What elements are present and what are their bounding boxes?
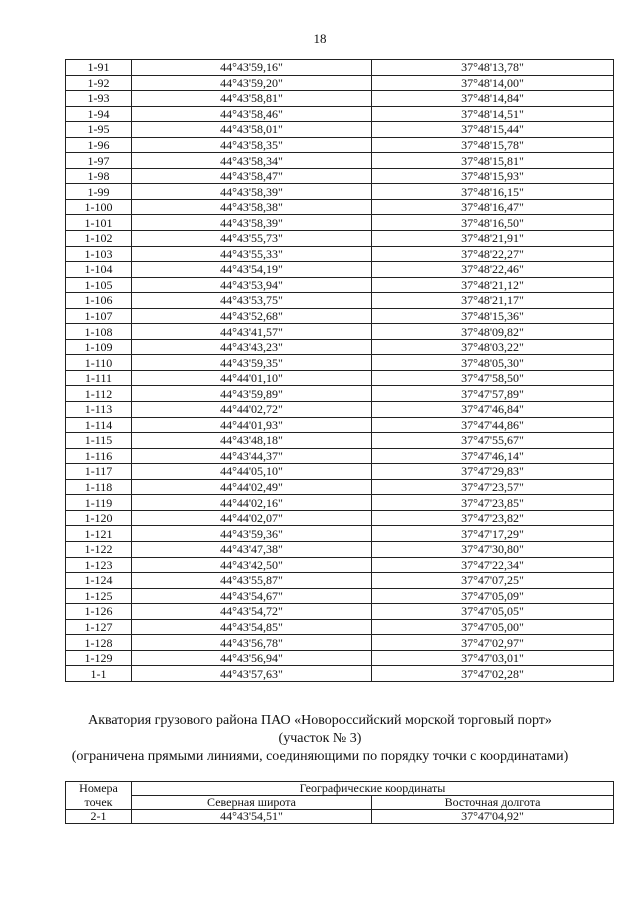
longitude-cell: 37°48'14,51" xyxy=(372,106,614,122)
longitude-cell: 37°48'14,00" xyxy=(372,75,614,91)
longitude-cell: 37°48'03,22" xyxy=(372,339,614,355)
latitude-cell: 44°43'58,39" xyxy=(132,184,372,200)
latitude-cell: 44°43'52,68" xyxy=(132,308,372,324)
longitude-cell: 37°47'55,67" xyxy=(372,433,614,449)
latitude-cell: 44°43'41,57" xyxy=(132,324,372,340)
table-row xyxy=(66,370,614,386)
longitude-cell: 37°47'04,92" xyxy=(372,810,614,824)
latitude-cell: 44°43'48,18" xyxy=(132,433,372,449)
point-number-cell: 1-116 xyxy=(66,448,132,464)
latitude-cell: 44°43'58,35" xyxy=(132,137,372,153)
longitude-cell: 37°48'09,82" xyxy=(372,324,614,340)
point-number-cell: 1-127 xyxy=(66,619,132,635)
latitude-cell: 44°44'05,10" xyxy=(132,464,372,480)
longitude-cell: 37°47'02,97" xyxy=(372,635,614,651)
coordinates-table xyxy=(65,59,614,682)
table-row xyxy=(66,402,614,418)
table-row xyxy=(66,619,614,635)
latitude-cell: 44°43'54,72" xyxy=(132,604,372,620)
point-number-cell: 1-92 xyxy=(66,75,132,91)
table-row xyxy=(66,262,614,278)
latitude-cell: 44°43'59,35" xyxy=(132,355,372,371)
table-row xyxy=(66,215,614,231)
point-number-cell: 1-108 xyxy=(66,324,132,340)
table-row xyxy=(66,277,614,293)
table-row xyxy=(66,199,614,215)
point-number-cell: 1-100 xyxy=(66,199,132,215)
point-number-cell: 1-107 xyxy=(66,308,132,324)
point-number-cell: 1-104 xyxy=(66,262,132,278)
longitude-cell: 37°48'05,30" xyxy=(372,355,614,371)
longitude-cell: 37°48'16,15" xyxy=(372,184,614,200)
point-number-cell: 1-117 xyxy=(66,464,132,480)
table-row xyxy=(66,60,614,76)
table-row xyxy=(66,386,614,402)
table-row xyxy=(66,106,614,122)
point-number-cell: 1-111 xyxy=(66,370,132,386)
table-row xyxy=(66,417,614,433)
table-row xyxy=(66,91,614,107)
longitude-cell: 37°48'15,78" xyxy=(372,137,614,153)
longitude-cell: 37°48'15,36" xyxy=(372,308,614,324)
table-row xyxy=(66,75,614,91)
table-row xyxy=(66,526,614,542)
latitude-cell: 44°44'02,72" xyxy=(132,402,372,418)
point-number-cell: 1-115 xyxy=(66,433,132,449)
latitude-cell: 44°43'55,87" xyxy=(132,573,372,589)
table-row xyxy=(66,810,614,824)
table-row xyxy=(66,324,614,340)
longitude-cell: 37°47'44,86" xyxy=(372,417,614,433)
point-number-cell: 1-125 xyxy=(66,588,132,604)
longitude-cell: 37°47'07,25" xyxy=(372,573,614,589)
latitude-cell: 44°43'58,01" xyxy=(132,122,372,138)
longitude-cell: 37°47'29,83" xyxy=(372,464,614,480)
longitude-cell: 37°48'15,93" xyxy=(372,168,614,184)
latitude-cell: 44°43'53,94" xyxy=(132,277,372,293)
longitude-cell: 37°47'23,57" xyxy=(372,479,614,495)
point-number-cell: 1-98 xyxy=(66,168,132,184)
header-geo-coordinates: Географические координаты xyxy=(132,782,614,796)
point-number-cell: 1-110 xyxy=(66,355,132,371)
table-row xyxy=(66,604,614,620)
latitude-cell: 44°43'58,38" xyxy=(132,199,372,215)
point-number-cell: 1-96 xyxy=(66,137,132,153)
point-number-cell: 1-93 xyxy=(66,91,132,107)
table-row xyxy=(66,122,614,138)
longitude-cell: 37°48'16,50" xyxy=(372,215,614,231)
page-number: 18 xyxy=(313,31,327,46)
header-point-numbers: Номера xyxy=(66,782,132,796)
longitude-cell: 37°47'03,01" xyxy=(372,650,614,666)
latitude-cell: 44°43'58,46" xyxy=(132,106,372,122)
point-number-cell: 1-1 xyxy=(66,666,132,682)
point-number-cell: 1-103 xyxy=(66,246,132,262)
point-number-cell: 1-118 xyxy=(66,479,132,495)
point-number-cell: 1-121 xyxy=(66,526,132,542)
latitude-cell: 44°43'54,85" xyxy=(132,619,372,635)
latitude-cell: 44°43'57,63" xyxy=(132,666,372,682)
point-number-cell: 1-128 xyxy=(66,635,132,651)
point-number-cell: 1-109 xyxy=(66,339,132,355)
longitude-cell: 37°48'21,12" xyxy=(372,277,614,293)
longitude-cell: 37°48'21,17" xyxy=(372,293,614,309)
point-number-cell: 1-122 xyxy=(66,541,132,557)
point-number-cell: 1-112 xyxy=(66,386,132,402)
point-number-cell: 1-124 xyxy=(66,573,132,589)
latitude-cell: 44°44'02,16" xyxy=(132,495,372,511)
latitude-cell: 44°44'01,10" xyxy=(132,370,372,386)
point-number-cell: 1-99 xyxy=(66,184,132,200)
latitude-cell: 44°44'01,93" xyxy=(132,417,372,433)
latitude-cell: 44°43'59,20" xyxy=(132,75,372,91)
longitude-cell: 37°48'22,27" xyxy=(372,246,614,262)
table-row xyxy=(66,510,614,526)
table-row xyxy=(66,464,614,480)
point-number-cell: 1-105 xyxy=(66,277,132,293)
table-row xyxy=(66,557,614,573)
longitude-cell: 37°47'46,14" xyxy=(372,448,614,464)
latitude-cell: 44°43'42,50" xyxy=(132,557,372,573)
header-longitude: Восточная долгота xyxy=(372,796,614,810)
longitude-cell: 37°48'15,44" xyxy=(372,122,614,138)
latitude-cell: 44°43'53,75" xyxy=(132,293,372,309)
latitude-cell: 44°43'56,78" xyxy=(132,635,372,651)
longitude-cell: 37°48'13,78" xyxy=(372,60,614,76)
latitude-cell: 44°43'59,36" xyxy=(132,526,372,542)
latitude-cell: 44°43'59,16" xyxy=(132,60,372,76)
latitude-cell: 44°44'02,07" xyxy=(132,510,372,526)
latitude-cell: 44°43'58,34" xyxy=(132,153,372,169)
latitude-cell: 44°43'54,51" xyxy=(132,810,372,824)
table-row xyxy=(66,573,614,589)
latitude-cell: 44°43'58,39" xyxy=(132,215,372,231)
point-number-cell: 1-119 xyxy=(66,495,132,511)
latitude-cell: 44°43'59,89" xyxy=(132,386,372,402)
section-subtitle: (участок № 3) xyxy=(278,731,362,746)
table-row xyxy=(66,246,614,262)
point-number-cell: 1-94 xyxy=(66,106,132,122)
latitude-cell: 44°43'58,47" xyxy=(132,168,372,184)
table-row xyxy=(66,339,614,355)
latitude-cell: 44°43'56,94" xyxy=(132,650,372,666)
latitude-cell: 44°43'43,23" xyxy=(132,339,372,355)
point-number-cell: 1-123 xyxy=(66,557,132,573)
point-number-cell: 1-102 xyxy=(66,231,132,247)
table-row xyxy=(66,168,614,184)
latitude-cell: 44°43'58,81" xyxy=(132,91,372,107)
table-row xyxy=(66,153,614,169)
longitude-cell: 37°47'46,84" xyxy=(372,402,614,418)
longitude-cell: 37°48'16,47" xyxy=(372,199,614,215)
table-row xyxy=(66,433,614,449)
latitude-cell: 44°44'02,49" xyxy=(132,479,372,495)
latitude-cell: 44°43'47,38" xyxy=(132,541,372,557)
longitude-cell: 37°48'22,46" xyxy=(372,262,614,278)
table-row xyxy=(66,479,614,495)
longitude-cell: 37°47'58,50" xyxy=(372,370,614,386)
table-row xyxy=(66,495,614,511)
table-row xyxy=(66,588,614,604)
coordinates-table-2 xyxy=(65,781,614,824)
latitude-cell: 44°43'44,37" xyxy=(132,448,372,464)
longitude-cell: 37°47'23,82" xyxy=(372,510,614,526)
longitude-cell: 37°47'05,00" xyxy=(372,619,614,635)
point-number-cell: 1-114 xyxy=(66,417,132,433)
point-number-cell: 1-106 xyxy=(66,293,132,309)
coordinates-table-body xyxy=(66,60,614,682)
longitude-cell: 37°48'21,91" xyxy=(372,231,614,247)
table-row xyxy=(66,184,614,200)
longitude-cell: 37°47'17,29" xyxy=(372,526,614,542)
table-row xyxy=(66,231,614,247)
header-point-numbers-cont: точек xyxy=(66,796,132,810)
latitude-cell: 44°43'55,33" xyxy=(132,246,372,262)
table-row xyxy=(66,666,614,682)
table-row xyxy=(66,137,614,153)
section-description: (ограничена прямыми линиями, соединяющими по порядку точки с координатами) xyxy=(71,749,569,764)
table-row xyxy=(66,448,614,464)
longitude-cell: 37°47'02,28" xyxy=(372,666,614,682)
longitude-cell: 37°47'22,34" xyxy=(372,557,614,573)
longitude-cell: 37°48'15,81" xyxy=(372,153,614,169)
point-number-cell: 1-129 xyxy=(66,650,132,666)
table-header-row xyxy=(66,782,614,796)
latitude-cell: 44°43'54,19" xyxy=(132,262,372,278)
longitude-cell: 37°48'14,84" xyxy=(372,91,614,107)
section-title: Акватория грузового района ПАО «Новороссийский морской торговый порт» xyxy=(88,713,552,728)
point-number-cell: 1-97 xyxy=(66,153,132,169)
point-number-cell: 1-91 xyxy=(66,60,132,76)
point-number-cell: 1-95 xyxy=(66,122,132,138)
table-header-row xyxy=(66,796,614,810)
table-row xyxy=(66,308,614,324)
point-number-cell: 1-113 xyxy=(66,402,132,418)
table-row xyxy=(66,635,614,651)
table-row xyxy=(66,293,614,309)
header-latitude: Северная широта xyxy=(132,796,372,810)
longitude-cell: 37°47'05,05" xyxy=(372,604,614,620)
latitude-cell: 44°43'55,73" xyxy=(132,231,372,247)
table-row xyxy=(66,355,614,371)
point-number-cell: 1-120 xyxy=(66,510,132,526)
latitude-cell: 44°43'54,67" xyxy=(132,588,372,604)
longitude-cell: 37°47'30,80" xyxy=(372,541,614,557)
table-row xyxy=(66,650,614,666)
point-number-cell: 1-126 xyxy=(66,604,132,620)
point-number-cell: 1-101 xyxy=(66,215,132,231)
point-number-cell: 2-1 xyxy=(66,810,132,824)
longitude-cell: 37°47'57,89" xyxy=(372,386,614,402)
longitude-cell: 37°47'23,85" xyxy=(372,495,614,511)
table-row xyxy=(66,541,614,557)
longitude-cell: 37°47'05,09" xyxy=(372,588,614,604)
